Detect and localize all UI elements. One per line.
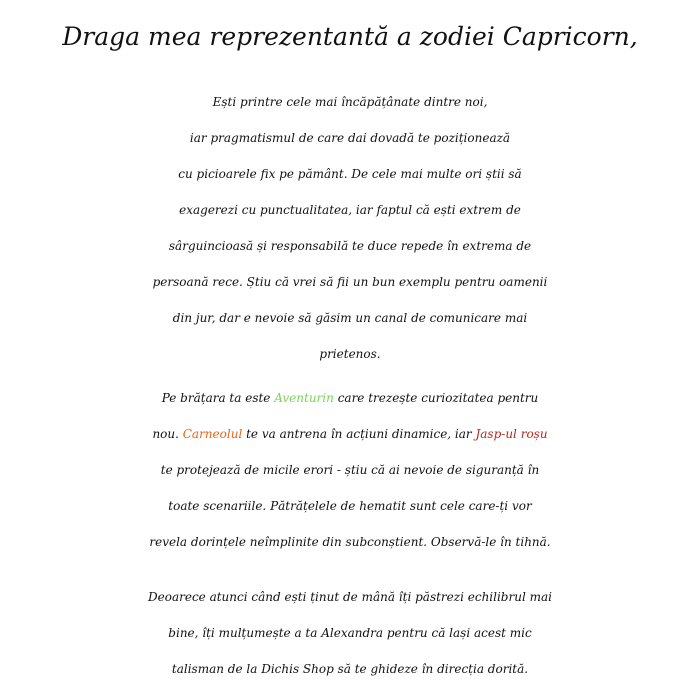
text-line [0, 416, 700, 452]
text-line: cu picioarele fix pe pământ. De cele mai multe ori știi să [178, 167, 522, 181]
stone-aventurin: Aventurin [274, 391, 334, 405]
text-line [0, 380, 700, 416]
text-line: Deoarece atunci când ești ținut de mână îți păstrezi echilibrul mai [148, 590, 552, 604]
paragraph-stones [0, 380, 700, 560]
text: Pe brățara ta este [161, 391, 275, 405]
text-line: prietenos. [319, 347, 381, 361]
stone-jasp: Jasp-ul roșu [475, 427, 548, 441]
paragraph-closing [0, 579, 700, 687]
paragraph-intro [0, 84, 700, 372]
letter-title: Draga mea reprezentantă a zodiei Capricorn, [62, 22, 638, 51]
text-line: sârguincioasă și responsabilă te duce repede în extrema de [168, 239, 532, 253]
text: te va antrena în acțiuni dinamice, iar [242, 427, 476, 441]
text-line: talisman de la Dichis Shop să te ghideze în direcția dorită. [171, 662, 529, 676]
text-line: Ești printre cele mai încăpățânate dintre noi, [212, 95, 488, 109]
text-line: toate scenariile. Pătrățelele de hematit sunt cele care-ți vor [168, 499, 532, 513]
text-line: din jur, dar e nevoie să găsim un canal de comunicare mai [172, 311, 528, 325]
text-line: revela dorințele neîmplinite din subconștient. Observă-le în tihnă. [149, 535, 551, 549]
text: care trezește curiozitatea pentru [333, 391, 539, 405]
text-line: bine, îți mulțumește a ta Alexandra pentru că lași acest mic [168, 626, 532, 640]
text: nou. [152, 427, 183, 441]
stone-carneol: Carneolul [182, 427, 243, 441]
text-line: persoană rece. Știu că vrei să fii un bun exemplu pentru oamenii [152, 275, 548, 289]
text-line: iar pragmatismul de care dai dovadă te poziționează [189, 131, 511, 145]
text-line: te protejează de micile erori - știu că ai nevoie de siguranță în [160, 463, 540, 477]
text-line: exagerezi cu punctualitatea, iar faptul că ești extrem de [179, 203, 521, 217]
